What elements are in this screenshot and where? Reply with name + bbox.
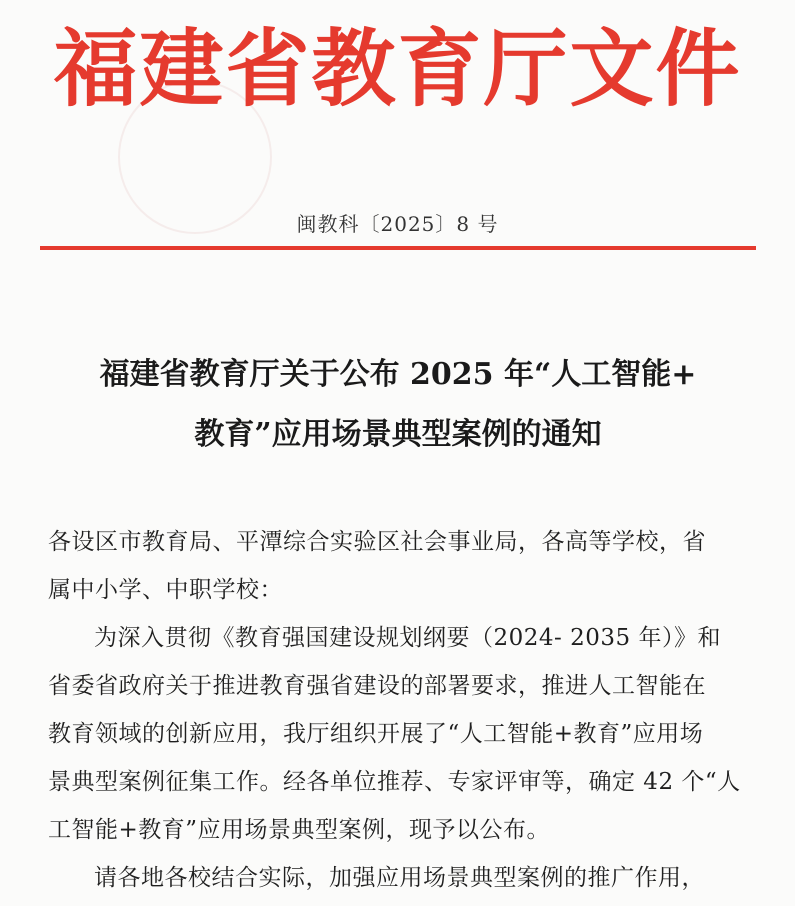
notice-title-line-1: 福建省教育厅关于公布 2025 年“人工智能+	[99, 357, 697, 392]
paragraph-1-line-1: 为深入贯彻《教育强国建设规划纲要（2024- 2035 年）》和	[94, 625, 721, 651]
paragraph-1-line-2: 省委省政府关于推进教育强省建设的部署要求，推进人工智能在	[48, 673, 706, 699]
notice-body	[48, 518, 752, 902]
paragraph-1-line-3: 教育领域的创新应用，我厅组织开展了“人工智能+教育”应用场	[48, 721, 704, 747]
document-number: 闽教科〔2025〕8 号	[296, 212, 499, 236]
paragraph-2-line-1: 请各地各校结合实际，加强应用场景典型案例的推广作用，	[94, 865, 705, 891]
addressee-line-2: 属中小学、中职学校：	[48, 577, 283, 603]
paragraph-1-line-5: 工智能+教育”应用场景典型案例，现予以公布。	[48, 817, 551, 843]
paragraph-1-line-4: 景典型案例征集工作。经各单位推荐、专家评审等，确定 42 个“人	[48, 769, 741, 795]
agency-header-title: 福建省教育厅文件	[53, 20, 742, 118]
notice-title	[40, 345, 756, 465]
addressee-line-1: 各设区市教育局、平潭综合实验区社会事业局，各高等学校，省	[48, 529, 706, 555]
red-divider-line	[40, 246, 756, 250]
notice-title-line-2: 教育”应用场景典型案例的通知	[194, 417, 602, 452]
